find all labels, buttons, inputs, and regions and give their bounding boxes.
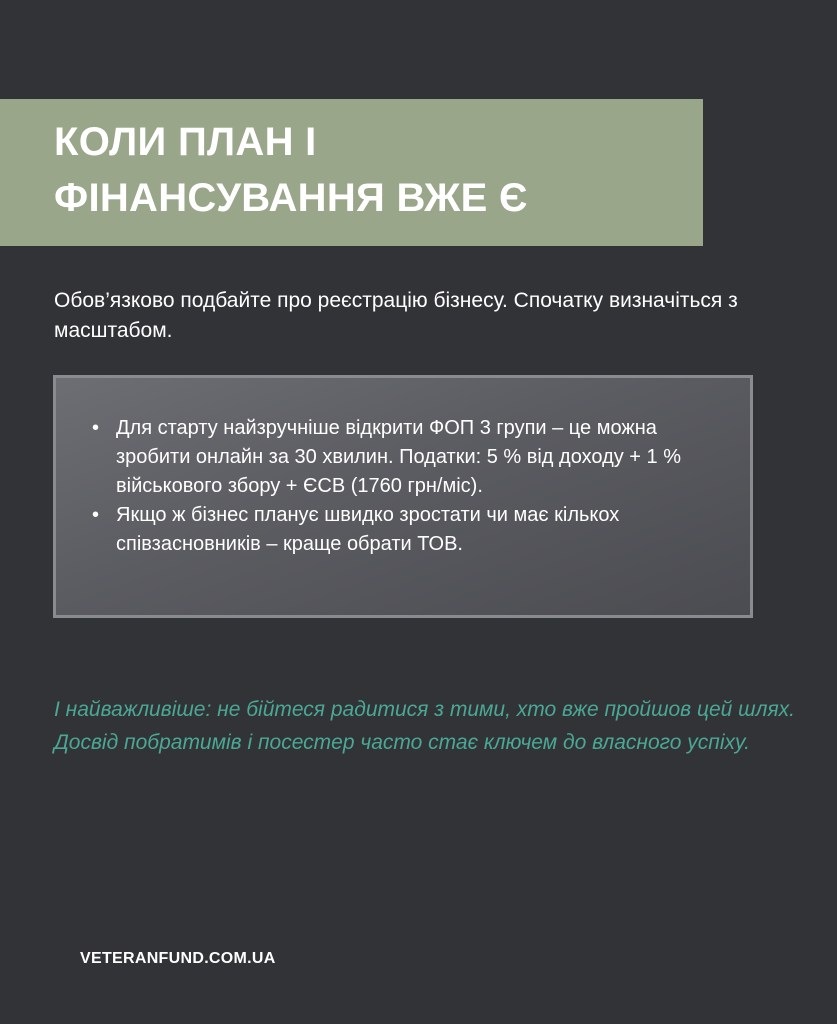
bullet-icon: •: [92, 504, 100, 526]
title-line-2: ФІНАНСУВАННЯ ВЖЕ Є: [54, 176, 528, 220]
list-item-text: Для старту найзручніше відкрити ФОП 3 групи – це можна зробити онлайн за 30 хвилин. Податки: 5 % від доходу + 1 % військового збору + ЄСВ (1760 грн/міс).: [116, 417, 681, 497]
title-line-1: КОЛИ ПЛАН І: [54, 120, 317, 164]
highlight-quote: І найважливіше: не бійтеся радитися з тими, хто вже пройшов цей шлях. Досвід побратимів і посестер часто стає ключем до власного успіху.: [54, 698, 795, 754]
intro-text: Обов’язково подбайте про реєстрацію бізнесу. Спочатку визначіться з масштабом.: [54, 289, 738, 342]
list-item: [92, 501, 722, 559]
list-item: [92, 414, 722, 501]
page-title: [54, 114, 694, 226]
bullet-icon: •: [92, 417, 100, 439]
footer-website: VETERANFUND.COM.UA: [80, 950, 276, 967]
info-list: [92, 414, 722, 559]
list-item-text: Якщо ж бізнес планує швидко зростати чи має кількох співзасновників – краще обрати ТОВ.: [116, 504, 620, 555]
